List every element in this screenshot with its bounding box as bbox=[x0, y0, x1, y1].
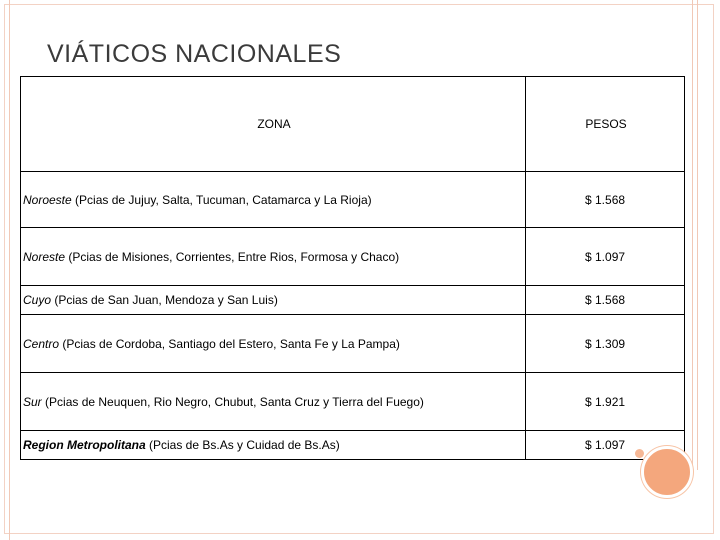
zona-cell bbox=[21, 315, 526, 373]
region-provinces: (Pcias de Bs.As y Cuidad de Bs.As) bbox=[145, 438, 340, 452]
price-cell: $ 1.921 bbox=[526, 373, 685, 431]
table-row bbox=[21, 286, 685, 315]
table-row bbox=[21, 228, 685, 286]
decorative-orange-circle bbox=[641, 446, 693, 498]
region-name: Noroeste bbox=[23, 192, 72, 207]
slide-title bbox=[47, 40, 341, 69]
zona-cell bbox=[21, 172, 526, 228]
table-row bbox=[21, 431, 685, 460]
header-pesos: PESOS bbox=[526, 77, 685, 172]
decorative-small-circle bbox=[635, 449, 644, 458]
price-cell: $ 1.097 bbox=[526, 431, 685, 460]
table-row bbox=[21, 373, 685, 431]
header-zona: ZONA bbox=[21, 77, 526, 172]
frame-right-line-inner bbox=[697, 0, 698, 470]
region-provinces: (Pcias de Cordoba, Santiago del Estero, Santa Fe y La Pampa) bbox=[59, 336, 400, 351]
region-provinces: (Pcias de Jujuy, Salta, Tucuman, Catamarca y La Rioja) bbox=[71, 192, 372, 207]
region-name: Region Metropolitana bbox=[23, 438, 146, 452]
zona-cell bbox=[21, 373, 526, 431]
region-name: Centro bbox=[23, 336, 60, 351]
table-row bbox=[21, 172, 685, 228]
price-cell: $ 1.309 bbox=[526, 315, 685, 373]
price-cell: $ 1.568 bbox=[526, 172, 685, 228]
price-cell: $ 1.568 bbox=[526, 286, 685, 315]
region-provinces: (Pcias de Neuquen, Rio Negro, Chubut, Santa Cruz y Tierra del Fuego) bbox=[41, 394, 424, 409]
table-row bbox=[21, 315, 685, 373]
zona-cell bbox=[21, 286, 526, 315]
viaticos-table bbox=[20, 76, 685, 460]
frame-left-line bbox=[9, 0, 10, 540]
region-name: Sur bbox=[23, 394, 42, 409]
frame-right-line bbox=[692, 0, 693, 470]
table-header-row bbox=[21, 77, 685, 172]
region-provinces: (Pcias de San Juan, Mendoza y San Luis) bbox=[51, 293, 278, 307]
slide-title-text: VIÁTICOS NACIONALES bbox=[47, 40, 342, 68]
region-name: Noreste bbox=[23, 249, 66, 264]
price-cell: $ 1.097 bbox=[526, 228, 685, 286]
zona-cell bbox=[21, 228, 526, 286]
region-name: Cuyo bbox=[23, 293, 52, 307]
zona-cell bbox=[21, 431, 526, 460]
region-provinces: (Pcias de Misiones, Corrientes, Entre Rios, Formosa y Chaco) bbox=[65, 249, 400, 264]
